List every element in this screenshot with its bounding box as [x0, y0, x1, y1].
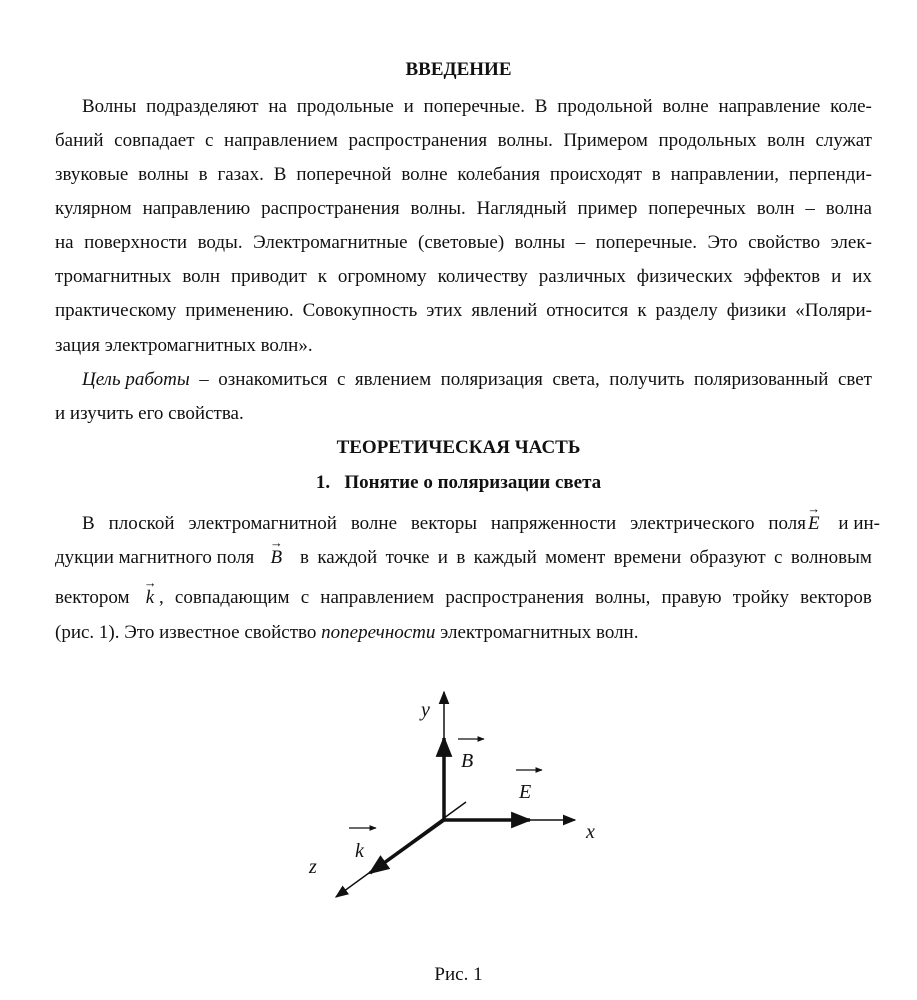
theory-heading: ТЕОРЕТИЧЕСКАЯ ЧАСТЬ: [336, 437, 581, 458]
word: Совокупность: [302, 300, 418, 321]
word: Это: [707, 232, 738, 253]
word: к: [637, 300, 647, 321]
word: волне: [662, 96, 709, 117]
word: векторы: [410, 513, 478, 534]
word: в: [456, 547, 466, 568]
word: свет: [837, 369, 872, 390]
word: каждый: [473, 547, 537, 568]
word: совпадающим: [174, 587, 290, 608]
word: с: [205, 130, 214, 151]
word: волн: [182, 266, 221, 287]
word: с: [337, 369, 346, 390]
word: их: [852, 266, 872, 287]
word: В: [82, 513, 95, 534]
word: волна: [825, 198, 872, 219]
word: огромному: [337, 266, 427, 287]
word: воды.: [197, 232, 243, 253]
word: момент: [545, 547, 606, 568]
b-label: B: [461, 750, 474, 772]
word: направление: [718, 96, 821, 117]
figure-caption: Рис. 1: [434, 964, 483, 985]
word: поперечной: [296, 164, 392, 185]
theory-line-3-start: вектором → k: [55, 575, 157, 608]
term-transversality: поперечности: [321, 622, 436, 643]
word: коле-: [830, 96, 872, 117]
word: служат: [815, 130, 872, 151]
word: приводит: [231, 266, 307, 287]
word: физики: [726, 300, 787, 321]
word: волны: [138, 164, 189, 185]
e-label: E: [519, 781, 532, 803]
word: с: [774, 547, 783, 568]
word: поперечных: [648, 198, 746, 219]
goal-line-end: и изучить его свойства.: [55, 403, 244, 424]
word: поляризованный: [693, 369, 829, 390]
vector-B: → B: [269, 535, 283, 568]
intro-paragraph-last-line: зация электромагнитных волн».: [55, 335, 313, 356]
word: количеству: [437, 266, 528, 287]
word: (световые): [418, 232, 505, 253]
word: в: [198, 164, 208, 185]
word: Электромагнитные: [253, 232, 408, 253]
word: распространения: [445, 587, 584, 608]
word: и: [403, 96, 414, 117]
z-axis-label: z: [309, 856, 317, 878]
word: направлении,: [670, 164, 779, 185]
word: продольных: [658, 130, 757, 151]
word: применению.: [185, 300, 294, 321]
word: в: [300, 547, 309, 568]
word: времени: [613, 547, 682, 568]
word: физических: [636, 266, 733, 287]
word: электромагнитной: [188, 513, 337, 534]
goal-label: Цель работы: [82, 369, 190, 390]
x-axis-label: x: [586, 821, 595, 843]
word: пример: [577, 198, 638, 219]
word: Наглядный: [476, 198, 567, 219]
word: колебания: [457, 164, 541, 185]
theory-line-2-start: дукции магнитного поля → B: [55, 535, 283, 568]
word: элек-: [830, 232, 872, 253]
word: звуковые: [55, 164, 129, 185]
word: поверхности: [84, 232, 188, 253]
word: волны.: [497, 130, 553, 151]
word: направлением: [320, 587, 435, 608]
word: правую: [661, 587, 722, 608]
theory-line-1-tail: и ин-: [838, 513, 880, 534]
word: волн: [767, 130, 805, 151]
word: тромагнитных: [55, 266, 172, 287]
word: волны.: [410, 198, 466, 219]
word: продольной: [557, 96, 653, 117]
word: точке: [385, 547, 430, 568]
word: газах.: [217, 164, 264, 185]
word: кулярном: [55, 198, 132, 219]
word: волн: [756, 198, 795, 219]
word: распространения: [348, 130, 488, 151]
word: распространения: [261, 198, 400, 219]
word: напряженности: [490, 513, 617, 534]
word: перпенди-: [788, 164, 872, 185]
word: света,: [552, 369, 600, 390]
word: образуют: [689, 547, 766, 568]
word: в: [651, 164, 661, 185]
word: разделу: [655, 300, 718, 321]
word: продольные: [296, 96, 394, 117]
word: свойство: [748, 232, 821, 253]
word: и: [437, 547, 448, 568]
y-axis-label: y: [421, 699, 430, 721]
word: практическому: [55, 300, 177, 321]
word: –: [575, 232, 586, 253]
intro-heading: ВВЕДЕНИЕ: [405, 59, 512, 80]
word: волны,: [595, 587, 651, 608]
theory-line-4: (рис. 1). Это известное свойство поперечности электромагнитных волн.: [55, 622, 639, 643]
section-title-text: Понятие о поляризации света: [344, 472, 602, 493]
word: электрического: [630, 513, 755, 534]
word: совпадает: [114, 130, 195, 151]
word: плоской: [108, 513, 175, 534]
word: и: [831, 266, 842, 287]
word: каждой: [317, 547, 378, 568]
word: волновым: [790, 547, 872, 568]
word: на: [268, 96, 287, 117]
word: поляризация: [440, 369, 543, 390]
word: волны: [514, 232, 566, 253]
word: тройку: [732, 587, 789, 608]
word: поперечные.: [423, 96, 525, 117]
word: относится: [546, 300, 629, 321]
word: «Поляри-: [795, 300, 872, 321]
word: Примером: [563, 130, 648, 151]
word: поля: [768, 513, 806, 534]
word: волне: [350, 513, 398, 534]
word: подразделяют: [146, 96, 259, 117]
word: В: [534, 96, 548, 117]
word: –: [805, 198, 815, 219]
k-vector: [370, 820, 444, 873]
word: векторов: [800, 587, 872, 608]
word: на: [55, 232, 74, 253]
word: В: [273, 164, 287, 185]
word: различных: [538, 266, 626, 287]
word: поперечные.: [595, 232, 698, 253]
word: происходят: [549, 164, 642, 185]
word: ,: [159, 587, 164, 608]
word: эффектов: [743, 266, 821, 287]
word: волне: [401, 164, 448, 185]
word: направлению: [142, 198, 251, 219]
vector-k: → k: [143, 575, 157, 608]
word: баний: [55, 130, 104, 151]
word: к: [317, 266, 327, 287]
word: явлений: [471, 300, 538, 321]
k-label: k: [355, 840, 364, 862]
word: явлением: [354, 369, 432, 390]
word: этих: [426, 300, 463, 321]
word: направлением: [224, 130, 338, 151]
vector-E: → E: [807, 501, 821, 534]
word: с: [300, 587, 310, 608]
word: ознакомиться: [218, 369, 328, 390]
word: Волны: [82, 96, 137, 117]
section-number: 1.: [315, 472, 331, 493]
word: получить: [609, 369, 685, 390]
word: –: [199, 369, 209, 390]
